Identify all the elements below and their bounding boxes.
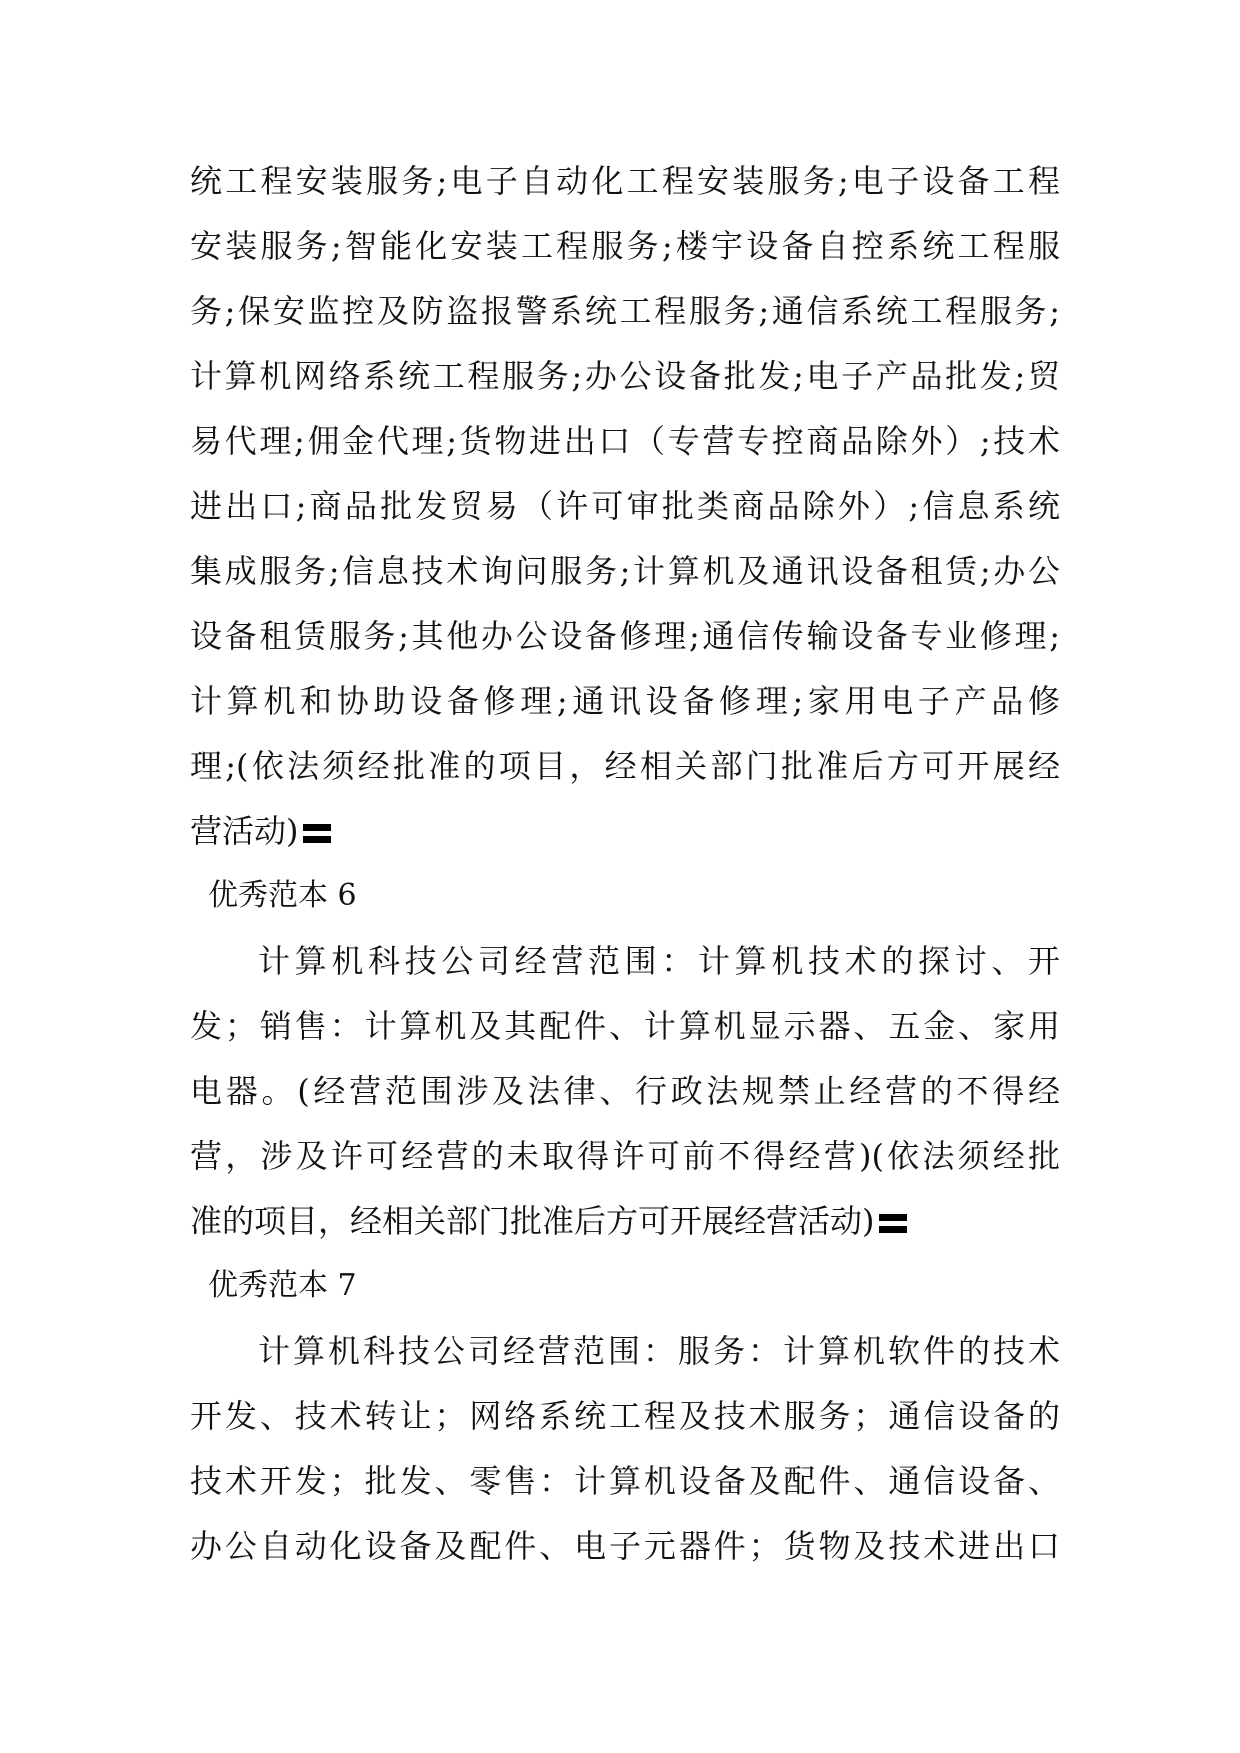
text-line: 营，涉及许可经营的未取得许可前不得经营)(依法须经批	[190, 1137, 1060, 1175]
text-line: 技术开发；批发、零售：计算机设备及配件、通信设备、	[190, 1462, 1060, 1500]
paragraph-end-mark-icon	[303, 824, 331, 844]
text-line: 务;保安监控及防盗报警系统工程服务;通信系统工程服务;	[190, 292, 1060, 330]
section-heading: 优秀范本 6	[208, 878, 357, 913]
text-line-last	[190, 1196, 1060, 1246]
paragraph-end-mark-icon	[879, 1214, 907, 1234]
text-line: 计算机和协助设备修理;通讯设备修理;家用电子产品修	[190, 682, 1060, 720]
section-heading: 优秀范本 7	[208, 1268, 357, 1303]
text-line: 设备租赁服务;其他办公设备修理;通信传输设备专业修理;	[190, 617, 1060, 655]
text-line-content: 营活动)	[190, 812, 299, 850]
text-line: 电器。(经营范围涉及法律、行政法规禁止经营的不得经	[190, 1072, 1060, 1110]
text-line: 易代理;佣金代理;货物进出口（专营专控商品除外）;技术	[190, 422, 1060, 460]
text-line: 计算机科技公司经营范围：计算机技术的探讨、开	[258, 942, 1060, 980]
text-line: 计算机网络系统工程服务;办公设备批发;电子产品批发;贸	[190, 357, 1060, 395]
text-line: 集成服务;信息技术询问服务;计算机及通讯设备租赁;办公	[190, 552, 1060, 590]
text-line: 理;(依法须经批准的项目，经相关部门批准后方可开展经	[190, 747, 1060, 785]
text-line-content: 准的项目，经相关部门批准后方可开展经营活动)	[190, 1202, 875, 1240]
text-line-last	[190, 806, 1060, 856]
text-line: 开发、技术转让；网络系统工程及技术服务；通信设备的	[190, 1397, 1060, 1435]
text-line: 办公自动化设备及配件、电子元器件；货物及技术进出口	[190, 1527, 1060, 1565]
text-line: 统工程安装服务;电子自动化工程安装服务;电子设备工程	[190, 162, 1060, 200]
text-line: 计算机科技公司经营范围：服务：计算机软件的技术	[258, 1332, 1060, 1370]
text-line: 发；销售：计算机及其配件、计算机显示器、五金、家用	[190, 1007, 1060, 1045]
text-line: 安装服务;智能化安装工程服务;楼宇设备自控系统工程服	[190, 227, 1060, 265]
text-line: 进出口;商品批发贸易（许可审批类商品除外）;信息系统	[190, 487, 1060, 525]
